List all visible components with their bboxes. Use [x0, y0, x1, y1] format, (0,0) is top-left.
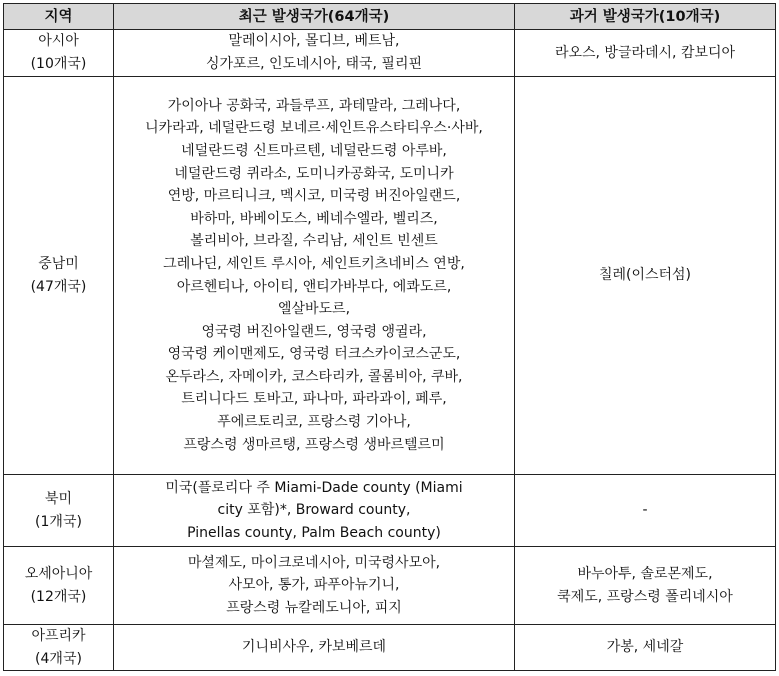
region-cell	[4, 625, 114, 671]
header-past-countries: 과거 발생국가(10개국)	[515, 4, 776, 30]
country-list-line: 미국(플로리다 주 Miami-Dade county (Miami	[165, 479, 463, 496]
country-list-line: 말레이시아, 몰디브, 베트남,	[228, 33, 400, 50]
country-list-line: 영국령 버진아일랜드, 영국령 앵귈라,	[201, 323, 427, 340]
past-countries-cell	[515, 475, 776, 547]
region-label: 아프리카	[31, 628, 86, 644]
country-list-line: 프랑스령 뉴칼레도니아, 피지	[226, 599, 402, 616]
country-list-line: 가봉, 세네갈	[606, 639, 684, 656]
recent-countries-cell	[114, 30, 515, 77]
recent-countries-cell	[114, 77, 515, 475]
region-label: (10개국)	[30, 56, 87, 72]
past-countries-cell	[515, 547, 776, 625]
region-label: (47개국)	[30, 278, 87, 295]
region-label: (1개국)	[35, 513, 82, 530]
country-list-line: 가이아나 공화국, 과들루프, 과테말라, 그레나다,	[167, 97, 461, 114]
region-cell	[4, 30, 114, 77]
table-row-latin-america	[4, 77, 776, 475]
past-countries-cell	[515, 30, 776, 77]
country-list-line: 프랑스령 생마르탱, 프랑스령 생바르텔르미	[183, 436, 445, 453]
region-cell	[4, 475, 114, 547]
past-countries-cell	[515, 625, 776, 671]
country-list-line: 바하마, 바베이도스, 베네수엘라, 벨리즈,	[190, 210, 438, 227]
table-row-north-america	[4, 475, 776, 547]
zika-country-table	[3, 3, 776, 671]
country-list-line: 볼리비아, 브라질, 수리남, 세인트 빈센트	[190, 233, 438, 250]
country-list-line: 연방, 마르티니크, 멕시코, 미국령 버진아일랜드,	[167, 188, 461, 205]
country-list-line: 그레나딘, 세인트 루시아, 세인트키츠네비스 연방,	[163, 255, 465, 272]
table-row-asia	[4, 30, 776, 77]
region-label: (4개국)	[35, 650, 82, 667]
region-label: 북미	[44, 490, 73, 507]
country-list-line: city 포함)*, Broward county,	[217, 502, 411, 519]
country-list-line: 온두라스, 자메이카, 코스타리카, 콜롬비아, 쿠바,	[165, 368, 463, 385]
past-countries-cell	[515, 77, 776, 475]
country-list-line: 마셜제도, 마이크로네시아, 미국령사모아,	[187, 554, 441, 571]
header-region: 지역	[4, 4, 114, 30]
region-cell	[4, 77, 114, 475]
region-cell	[4, 547, 114, 625]
country-list-line: 니카라과, 네덜란드령 보네르·세인트유스타티우스·사바,	[145, 120, 483, 137]
region-label: 아시아	[38, 33, 79, 50]
country-list-line: 라오스, 방글라데시, 캄보디아	[554, 44, 736, 61]
region-label: 오세아니아	[24, 565, 93, 582]
recent-countries-cell	[114, 475, 515, 547]
country-list-line: 바누아투, 솔로몬제도,	[577, 565, 713, 582]
country-list-line: 영국령 케이맨제도, 영국령 터크스카이코스군도,	[167, 346, 461, 363]
country-list-line: 사모아, 통가, 파푸아뉴기니,	[228, 577, 400, 594]
recent-countries-cell	[114, 547, 515, 625]
country-list-line: 네덜란드령 퀴라소, 도미니카공화국, 도미니카	[174, 165, 454, 182]
region-label: 중남미	[38, 255, 79, 272]
region-label: (12개국)	[30, 588, 87, 605]
country-list-line: Pinellas county, Palm Beach county)	[187, 524, 441, 541]
header-row	[4, 4, 776, 30]
country-list-line: 아르헨티나, 아이티, 앤티가바부다, 에콰도르,	[176, 278, 452, 295]
table-row-oceania	[4, 547, 776, 625]
country-list-line: 푸에르토리코, 프랑스령 기아나,	[217, 414, 411, 431]
country-list-line: 쿡제도, 프랑스령 폴리네시아	[557, 588, 733, 605]
recent-countries-cell	[114, 625, 515, 671]
country-list-line: 엘살바도르,	[277, 301, 351, 318]
country-list-line: 칠레(이스터섬)	[598, 267, 692, 284]
header-recent-countries: 최근 발생국가(64개국)	[114, 4, 515, 30]
country-list-line: 네덜란드령 신트마르텐, 네덜란드령 아루바,	[181, 142, 447, 159]
country-list-line: 트리니다드 토바고, 파나마, 파라과이, 페루,	[181, 391, 447, 408]
country-list-line: 기니비사우, 카보베르데	[241, 639, 387, 656]
country-list-line: 싱가포르, 인도네시아, 태국, 필리핀	[205, 56, 423, 72]
table-row-africa	[4, 625, 776, 671]
country-list-line: -	[642, 502, 648, 519]
